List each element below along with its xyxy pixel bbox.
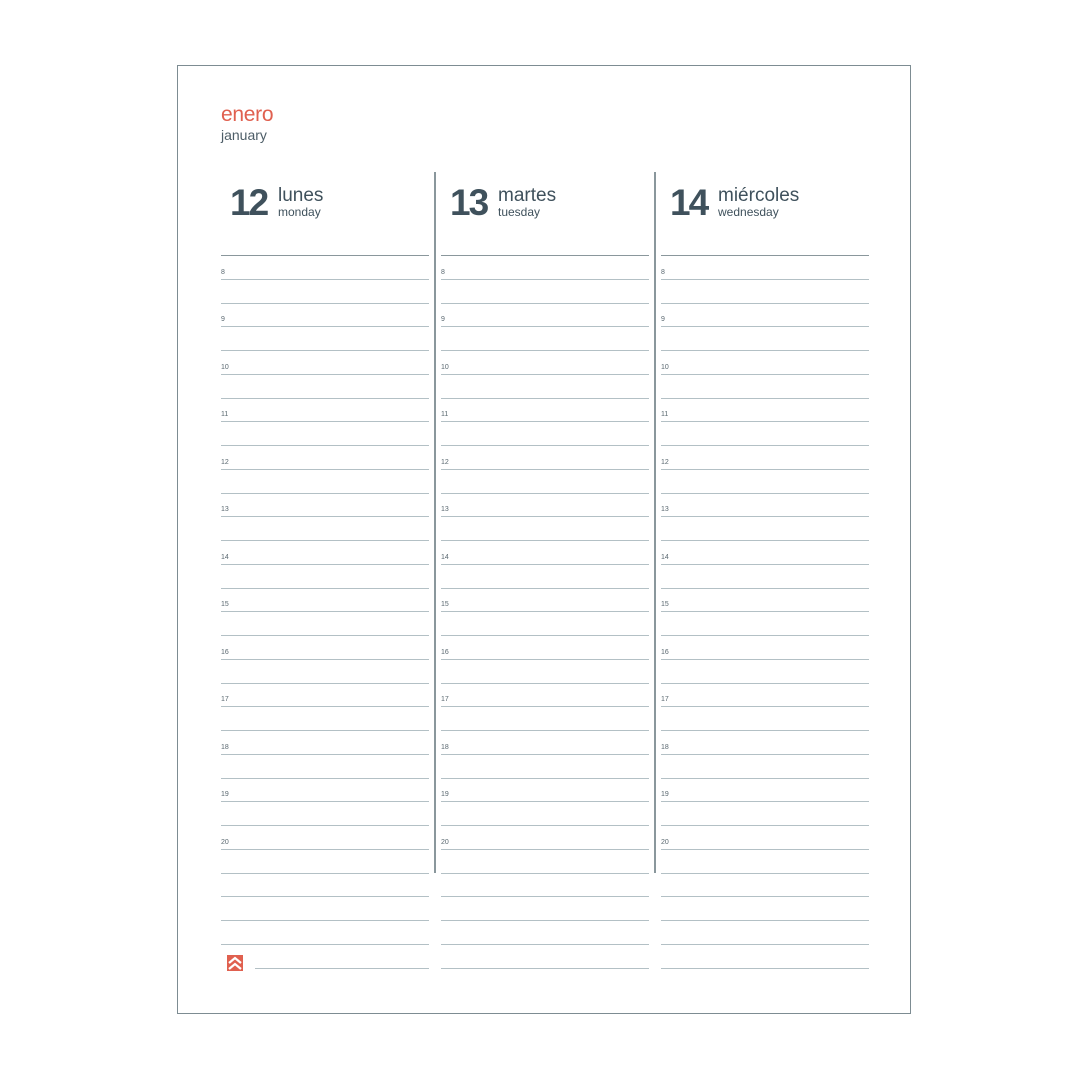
writing-line: [441, 825, 649, 826]
writing-line: [661, 540, 869, 541]
hour-label: 14: [441, 553, 449, 561]
writing-line: [661, 564, 869, 565]
writing-line: [661, 374, 869, 375]
day-name-english: monday: [278, 205, 321, 219]
month-english: january: [221, 127, 267, 143]
writing-line: [441, 588, 649, 589]
writing-line: [661, 825, 869, 826]
writing-line: [255, 968, 429, 969]
writing-line: [221, 778, 429, 779]
writing-line: [221, 825, 429, 826]
hour-label: 20: [441, 838, 449, 846]
hour-label: 15: [441, 601, 449, 609]
writing-line: [441, 635, 649, 636]
writing-line: [661, 350, 869, 351]
writing-line: [441, 801, 649, 802]
writing-line: [661, 944, 869, 945]
writing-line: [221, 635, 429, 636]
writing-line: [661, 754, 869, 755]
writing-line: [441, 920, 649, 921]
writing-line: [221, 303, 429, 304]
writing-line: [661, 421, 869, 422]
hour-label: 12: [441, 458, 449, 466]
writing-line: [221, 611, 429, 612]
writing-line: [441, 944, 649, 945]
writing-line: [661, 516, 869, 517]
writing-line: [441, 896, 649, 897]
hour-label: 19: [661, 791, 669, 799]
hour-label: 20: [661, 838, 669, 846]
writing-line: [221, 564, 429, 565]
writing-line: [221, 873, 429, 874]
hour-label: 9: [221, 316, 225, 324]
hour-label: 10: [221, 363, 229, 371]
writing-line: [221, 374, 429, 375]
writing-line: [441, 469, 649, 470]
writing-line: [661, 445, 869, 446]
hour-label: 8: [221, 268, 225, 276]
hour-label: 10: [441, 363, 449, 371]
writing-line: [221, 279, 429, 280]
writing-line: [661, 896, 869, 897]
writing-line: [661, 849, 869, 850]
writing-line: [661, 659, 869, 660]
hour-label: 10: [661, 363, 669, 371]
writing-line: [661, 920, 869, 921]
writing-line: [221, 516, 429, 517]
day-number: 12: [230, 182, 268, 223]
writing-line: [441, 706, 649, 707]
hour-label: 11: [661, 411, 669, 419]
writing-line: [441, 303, 649, 304]
hour-label: 17: [221, 696, 229, 704]
hour-label: 16: [661, 648, 669, 656]
writing-line: [661, 493, 869, 494]
writing-line: [661, 255, 869, 256]
writing-line: [221, 849, 429, 850]
hour-label: 8: [661, 268, 665, 276]
writing-line: [221, 754, 429, 755]
hour-label: 14: [221, 553, 229, 561]
day-name-spanish: martes: [498, 185, 557, 206]
writing-line: [221, 398, 429, 399]
writing-line: [661, 778, 869, 779]
writing-line: [221, 350, 429, 351]
writing-line: [441, 754, 649, 755]
hour-label: 9: [441, 316, 445, 324]
writing-line: [441, 374, 649, 375]
writing-line: [221, 944, 429, 945]
brand-logo-icon: [227, 955, 243, 971]
writing-line: [441, 778, 649, 779]
writing-line: [221, 896, 429, 897]
writing-line: [221, 493, 429, 494]
day-name-english: wednesday: [718, 205, 779, 219]
writing-line: [661, 801, 869, 802]
day-name-spanish: lunes: [278, 185, 324, 206]
hour-label: 19: [441, 791, 449, 799]
day-column: [661, 66, 869, 1013]
writing-line: [221, 683, 429, 684]
hour-label: 19: [221, 791, 229, 799]
writing-line: [441, 350, 649, 351]
hour-label: 18: [441, 743, 449, 751]
writing-line: [661, 398, 869, 399]
hour-label: 16: [441, 648, 449, 656]
writing-line: [441, 730, 649, 731]
month-spanish: enero: [221, 103, 274, 126]
writing-line: [441, 540, 649, 541]
writing-line: [221, 445, 429, 446]
hour-label: 17: [441, 696, 449, 704]
column-divider: [434, 172, 436, 873]
hour-label: 17: [661, 696, 669, 704]
hour-label: 14: [661, 553, 669, 561]
writing-line: [221, 326, 429, 327]
writing-line: [221, 540, 429, 541]
hour-label: 11: [441, 411, 449, 419]
writing-line: [441, 445, 649, 446]
hour-label: 8: [441, 268, 445, 276]
writing-line: [221, 730, 429, 731]
hour-label: 15: [661, 601, 669, 609]
writing-line: [661, 469, 869, 470]
writing-line: [661, 730, 869, 731]
writing-line: [441, 564, 649, 565]
writing-line: [221, 255, 429, 256]
writing-line: [441, 683, 649, 684]
writing-line: [441, 968, 649, 969]
writing-line: [661, 635, 869, 636]
writing-line: [441, 516, 649, 517]
writing-line: [441, 659, 649, 660]
writing-line: [221, 588, 429, 589]
hour-label: 13: [221, 506, 229, 514]
writing-line: [661, 588, 869, 589]
writing-line: [441, 611, 649, 612]
hour-label: 16: [221, 648, 229, 656]
writing-line: [441, 279, 649, 280]
day-column: [221, 66, 429, 1013]
hour-label: 13: [441, 506, 449, 514]
writing-line: [661, 873, 869, 874]
day-number: 14: [670, 182, 708, 223]
writing-line: [441, 398, 649, 399]
writing-line: [221, 421, 429, 422]
column-divider: [654, 172, 656, 873]
day-name-spanish: miércoles: [718, 185, 800, 206]
writing-line: [441, 255, 649, 256]
planner-page: [177, 65, 911, 1014]
hour-label: 9: [661, 316, 665, 324]
writing-line: [661, 326, 869, 327]
hour-label: 18: [661, 743, 669, 751]
writing-line: [441, 326, 649, 327]
writing-line: [661, 683, 869, 684]
writing-line: [221, 469, 429, 470]
writing-line: [441, 873, 649, 874]
hour-label: 15: [221, 601, 229, 609]
writing-line: [661, 968, 869, 969]
writing-line: [661, 279, 869, 280]
writing-line: [441, 849, 649, 850]
hour-label: 18: [221, 743, 229, 751]
writing-line: [661, 303, 869, 304]
day-column: [441, 66, 649, 1013]
writing-line: [441, 493, 649, 494]
hour-label: 12: [661, 458, 669, 466]
writing-line: [221, 706, 429, 707]
day-name-english: tuesday: [498, 205, 541, 219]
writing-line: [221, 801, 429, 802]
hour-label: 20: [221, 838, 229, 846]
hour-label: 12: [221, 458, 229, 466]
writing-line: [661, 611, 869, 612]
day-number: 13: [450, 182, 488, 223]
writing-line: [221, 920, 429, 921]
writing-line: [221, 659, 429, 660]
hour-label: 11: [221, 411, 229, 419]
writing-line: [661, 706, 869, 707]
hour-label: 13: [661, 506, 669, 514]
writing-line: [441, 421, 649, 422]
